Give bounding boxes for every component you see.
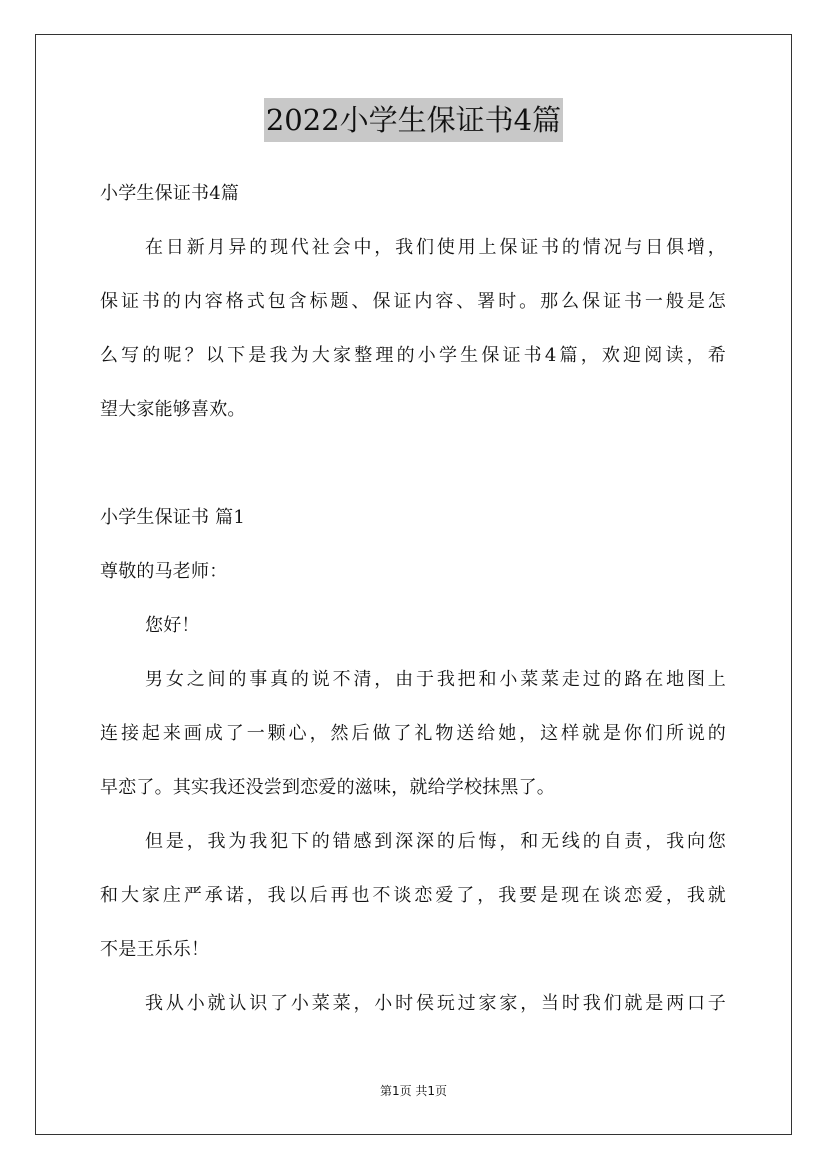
page-footer: 第1页 共1页 bbox=[379, 1084, 448, 1098]
paragraph-line: 但是，我为我犯下的错感到深深的后悔，和无线的自责，我向您 bbox=[145, 831, 726, 852]
paragraph-line: 男女之间的事真的说不清，由于我把和小菜菜走过的路在地图上 bbox=[145, 669, 726, 690]
paragraph-line: 不是王乐乐！ bbox=[100, 939, 210, 960]
title-container bbox=[0, 98, 827, 142]
subtitle-line: 小学生保证书4篇 bbox=[100, 183, 240, 204]
greeting-line: 您好！ bbox=[145, 615, 200, 636]
paragraph-line: 我从小就认识了小菜菜，小时侯玩过家家，当时我们就是两口子 bbox=[145, 993, 726, 1014]
salutation-line: 尊敬的马老师： bbox=[100, 561, 228, 582]
paragraph-line: 么写的呢？以下是我为大家整理的小学生保证书4篇，欢迎阅读，希 bbox=[100, 345, 726, 366]
paragraph-line: 和大家庄严承诺，我以后再也不谈恋爱了，我要是现在谈恋爱，我就 bbox=[100, 885, 726, 906]
paragraph-line: 连接起来画成了一颗心，然后做了礼物送给她，这样就是你们所说的 bbox=[100, 723, 726, 744]
paragraph-line: 望大家能够喜欢。 bbox=[100, 399, 246, 420]
section-heading: 小学生保证书 篇1 bbox=[100, 507, 245, 528]
paragraph-line: 在日新月异的现代社会中，我们使用上保证书的情况与日俱增， bbox=[145, 237, 726, 258]
paragraph-line: 保证书的内容格式包含标题、保证内容、署时。那么保证书一般是怎 bbox=[100, 291, 726, 312]
document-title: 2022小学生保证书4篇 bbox=[264, 98, 563, 142]
paragraph-line: 早恋了。其实我还没尝到恋爱的滋味，就给学校抹黑了。 bbox=[100, 777, 555, 798]
